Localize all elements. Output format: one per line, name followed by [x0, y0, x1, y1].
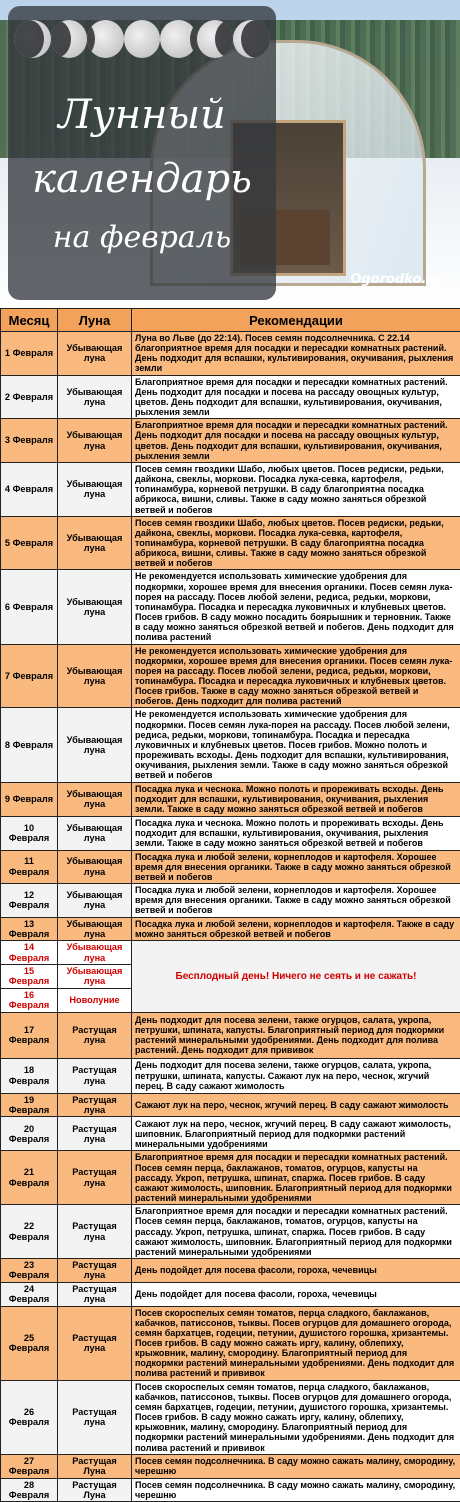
moon-cell: Убывающая луна — [58, 570, 132, 644]
moon-cell: Растущая луна — [58, 1093, 132, 1117]
table-row — [1, 1454, 460, 1478]
date-cell: 10 Февраля — [1, 816, 58, 850]
moon-cell: Растущая луна — [58, 1117, 132, 1151]
date-cell: 20 Февраля — [1, 1117, 58, 1151]
table-row — [1, 1093, 460, 1117]
recommendation-cell: Не рекомендуется использовать химические удобрения для подкормки, хорошее время для внесения органики. Посев семян лука-порея на рассаду. Посев любой зелени, редиса, редьки, моркови, топинамбура. Посадка и пересадка луковичных и клубневых цветов. Посев грибов. Также в саду можно заняться обрезкой ветвей и побегов. День подходит для полива растений — [132, 644, 460, 708]
moon-cell: Убывающая луна — [58, 782, 132, 816]
moon-phase-icon — [87, 20, 124, 58]
moon-cell: Растущая луна — [58, 1282, 132, 1306]
table-row — [1, 1282, 460, 1306]
table-row — [1, 884, 460, 917]
recommendation-cell: День подходит для посева зелени, также огурцов, салата, укропа, петрушки, шпината, капусты. Сажают лук на перо, чеснок, жгучий перец. В саду сажают жимолость — [132, 1058, 460, 1093]
table-row — [1, 1306, 460, 1380]
date-cell: 25 Февраля — [1, 1306, 58, 1380]
recommendation-cell: День подходит для посева зелени, также огурцов, салата, укропа, петрушки, шпината, капусты. Благоприятный период для подкормки растений минеральными удобрениями. День подходит для полива растений. День подходит для прививок — [132, 1012, 460, 1058]
table-row — [1, 644, 460, 708]
moon-cell: Растущая луна — [58, 1380, 132, 1454]
recommendation-cell: Благоприятное время для посадки и пересадки комнатных растений. Посев семян перца, баклажанов, томатов, огурцов, капусты на рассаду. Укроп, петрушка, шпинат, спаржа. Посев грибов. В саду сажают жимолость, шиповник. Благоприятный период для подкормки растений минеральными удобрениями — [132, 1205, 460, 1259]
date-cell: 4 Февраля — [1, 462, 58, 516]
date-cell: 15 Февраля — [1, 965, 58, 989]
moon-cell: Убывающая луна — [58, 850, 132, 883]
moon-phase-icon — [233, 20, 270, 58]
recommendation-cell: Не рекомендуется использовать химические удобрения для подкормки. Посев семян лука-порея на рассаду. Посев любой зелени, редиса, редьки, моркови, топинамбура. Посадка и пересадка луковичных и клубневых цветов. Посев грибов. Можно полоть и прореживать всходы. День подходит для вспашки, культивирования, окучивания, рыхления земли. Также в саду можно заняться обрезкой ветвей и побегов — [132, 708, 460, 782]
title-overlay — [8, 6, 276, 300]
moon-phases — [14, 20, 270, 64]
recommendation-cell: Посадка лука и чеснока. Можно полоть и прореживать всходы. День подходит для вспашки, культивирования, окучивания, рыхления земли. Также в саду можно заняться обрезкой ветвей и побегов — [132, 782, 460, 816]
date-cell: 7 Февраля — [1, 644, 58, 708]
date-cell: 19 Февраля — [1, 1093, 58, 1117]
site-logo: Ogorodko.ru — [350, 272, 442, 287]
date-cell: 24 Февраля — [1, 1282, 58, 1306]
table-row — [1, 816, 460, 850]
table-row — [1, 570, 460, 644]
date-cell: 17 Февраля — [1, 1012, 58, 1058]
title-line-1: Лунный — [8, 92, 276, 138]
title-line-2: календарь — [8, 156, 276, 202]
moon-cell: Убывающая луна — [58, 644, 132, 708]
moon-cell: Убывающая луна — [58, 708, 132, 782]
recommendation-cell: Посев семян гвоздики Шабо, любых цветов. Посев редиски, редьки, дайкона, свеклы, моркови. Посадка лука-севка, картофеля, топинамбура, корневой петрушки. В саду благоприятна посадка абрикоса, вишни, сливы. Также в саду можно заняться обрезкой ветвей и побегов — [132, 516, 460, 570]
recommendation-cell: Посадка лука и любой зелени, корнеплодов и картофеля. Хорошее время для внесения органики. Также в саду можно заняться обрезкой ветвей и побегов — [132, 884, 460, 917]
moon-cell: Убывающая луна — [58, 884, 132, 917]
moon-cell: Убывающая луна — [58, 941, 132, 965]
table-row — [1, 1205, 460, 1259]
moon-cell: Растущая луна — [58, 1058, 132, 1093]
table-row — [1, 917, 460, 941]
date-cell: 8 Февраля — [1, 708, 58, 782]
recommendation-cell: Сажают лук на перо, чеснок, жгучий перец. В саду сажают жимолость, шиповник. Благоприятный период для подкормки растений минеральными удобрениями — [132, 1117, 460, 1151]
header-month: Месяц — [1, 309, 58, 332]
date-cell: 9 Февраля — [1, 782, 58, 816]
date-cell: 28 Февраля — [1, 1478, 58, 1502]
table-row — [1, 782, 460, 816]
date-cell: 26 Февраля — [1, 1380, 58, 1454]
table-row — [1, 375, 460, 419]
date-cell: 14 Февраля — [1, 941, 58, 965]
table-row — [1, 1012, 460, 1058]
moon-cell: Убывающая луна — [58, 965, 132, 989]
moon-cell: Убывающая луна — [58, 375, 132, 419]
recommendation-cell: Посев семян подсолнечника. В саду можно сажать малину, смородину, черешню — [132, 1478, 460, 1502]
table-row — [1, 332, 460, 376]
moon-phase-icon — [51, 20, 88, 58]
date-cell: 6 Февраля — [1, 570, 58, 644]
table-row — [1, 1117, 460, 1151]
moon-cell: Растущая Луна — [58, 1478, 132, 1502]
moon-cell: Убывающая луна — [58, 816, 132, 850]
table-row — [1, 419, 460, 463]
date-cell: 12 Февраля — [1, 884, 58, 917]
date-cell: 22 Февраля — [1, 1205, 58, 1259]
header-recommendations: Рекомендации — [132, 309, 460, 332]
date-cell: 11 Февраля — [1, 850, 58, 883]
date-cell: 23 Февраля — [1, 1258, 58, 1282]
recommendation-cell: Посев скороспелых семян томатов, перца сладкого, баклажанов, кабачков, патиссонов, тыквы. Посев огурцов для домашнего огорода, семян бархатцев, годеции, петунии, душистого горошка, хризантемы. Посев грибов. В саду можно сажать иргу, калину, облепиху, крыжовник, малину, смородину. Благоприятный период для подкормки растений минеральными удобрениями. День подходит для полива растений и прививок — [132, 1380, 460, 1454]
moon-cell: Растущая луна — [58, 1151, 132, 1205]
moon-cell: Растущая луна — [58, 1306, 132, 1380]
moon-cell: Убывающая луна — [58, 419, 132, 463]
moon-phase-icon — [124, 20, 161, 58]
table-row — [1, 1380, 460, 1454]
date-cell: 5 Февраля — [1, 516, 58, 570]
date-cell: 1 Февраля — [1, 332, 58, 376]
barren-day-notice: Бесплодный день! Ничего не сеять и не сажать! — [132, 941, 460, 1012]
date-cell: 13 Февраля — [1, 917, 58, 941]
date-cell: 18 Февраля — [1, 1058, 58, 1093]
moon-cell: Растущая луна — [58, 1258, 132, 1282]
table-row — [1, 462, 460, 516]
recommendation-cell: Посев скороспелых семян томатов, перца сладкого, баклажанов, кабачков, патиссонов, тыквы. Посев огурцов для домашнего огорода, семян бархатцев, годеции, петунии, душистого горошка, хризантемы. Посев грибов. В саду можно сажать иргу, калину, облепиху, крыжовник, малину, смородину. Благоприятный период для подкормки растений минеральными удобрениями. День подходит для полива растений и прививок — [132, 1306, 460, 1380]
moon-cell: Убывающая луна — [58, 332, 132, 376]
recommendation-cell: Посадка лука и любой зелени, корнеплодов и картофеля. Также в саду можно заняться обрезкой ветвей и побегов — [132, 917, 460, 941]
recommendation-cell: Благоприятное время для посадки и пересадки комнатных растений. День подходит для посадки и посева на рассаду овощных культур, цветов. День подходит для вспашки, культивирования, окучивания, рыхления земли — [132, 375, 460, 419]
moon-cell: Убывающая луна — [58, 462, 132, 516]
table-row — [1, 1151, 460, 1205]
moon-cell: Растущая луна — [58, 1012, 132, 1058]
moon-cell: Убывающая луна — [58, 917, 132, 941]
moon-cell: Растущая луна — [58, 1205, 132, 1259]
recommendation-cell: Благоприятное время для посадки и пересадки комнатных растений. Посев семян перца, баклажанов, томатов, огурцов, капусты на рассаду. Укроп, петрушка, шпинат, спаржа. Посев грибов. В саду сажают жимолость, шиповник. Благоприятный период для подкормки растений минеральными удобрениями — [132, 1151, 460, 1205]
table-row — [1, 941, 460, 965]
recommendation-cell: Луна во Льве (до 22:14). Посев семян подсолнечника. С 22.14 благоприятное время для посадки и пересадки комнатных растений. День подходит для вспашки, культивирования, окучивания, рыхления земли — [132, 332, 460, 376]
moon-cell: Новолуние — [58, 988, 132, 1012]
moon-phase-icon — [160, 20, 197, 58]
date-cell: 16 Февраля — [1, 988, 58, 1012]
date-cell: 3 Февраля — [1, 419, 58, 463]
hero-image — [0, 0, 460, 308]
moon-cell: Убывающая луна — [58, 516, 132, 570]
table-row — [1, 1058, 460, 1093]
recommendation-cell: Посев семян подсолнечника. В саду можно сажать малину, смородину, черешню — [132, 1454, 460, 1478]
table-row — [1, 1258, 460, 1282]
recommendation-cell: День подойдет для посева фасоли, гороха, чечевицы — [132, 1258, 460, 1282]
table-row — [1, 850, 460, 883]
date-cell: 2 Февраля — [1, 375, 58, 419]
table-row — [1, 1478, 460, 1502]
title-line-3: на февраль — [8, 220, 276, 255]
date-cell: 21 Февраля — [1, 1151, 58, 1205]
moon-phase-icon — [14, 20, 51, 58]
date-cell: 27 Февраля — [1, 1454, 58, 1478]
table-row — [1, 708, 460, 782]
recommendation-cell: Не рекомендуется использовать химические удобрения для подкормки, хорошее время для внесения органики. Посев семян лука-порея на рассаду. Посев любой зелени, редиса, редьки, моркови, топинамбура. Посадка и пересадка луковичных и клубневых цветов. Посев грибов. В саду можно посадить боярышник и терновник. Также в саду можно заняться обрезкой ветвей и побегов. День подходит для полива растений — [132, 570, 460, 644]
moon-cell: Растущая Луна — [58, 1454, 132, 1478]
recommendation-cell: Посадка лука и чеснока. Можно полоть и прореживать всходы. День подходит для вспашки, культивирования, окучивания, рыхления земли. Также в саду можно заняться обрезкой ветвей и побегов — [132, 816, 460, 850]
recommendation-cell: Благоприятное время для посадки и пересадки комнатных растений. День подходит для посадки и посева на рассаду овощных культур, цветов. День подходит для вспашки, культивирования, окучивания, рыхления земли — [132, 419, 460, 463]
moon-phase-icon — [197, 20, 234, 58]
recommendation-cell: Посадка лука и любой зелени, корнеплодов и картофеля. Хорошее время для внесения органики. Также в саду можно заняться обрезкой ветвей и побегов — [132, 850, 460, 883]
header-moon: Луна — [58, 309, 132, 332]
lunar-calendar-table — [0, 308, 460, 1502]
recommendation-cell: Посев семян гвоздики Шабо, любых цветов. Посев редиски, редьки, дайкона, свеклы, моркови. Посадка лука-севка, картофеля, топинамбура, корневой петрушки. В саду благоприятна посадка абрикоса, вишни, сливы. Также в саду можно заняться обрезкой ветвей и побегов — [132, 462, 460, 516]
table-header-row — [1, 309, 460, 332]
table-row — [1, 516, 460, 570]
recommendation-cell: Сажают лук на перо, чеснок, жгучий перец. В саду сажают жимолость — [132, 1093, 460, 1117]
recommendation-cell: День подойдет для посева фасоли, гороха, чечевицы — [132, 1282, 460, 1306]
